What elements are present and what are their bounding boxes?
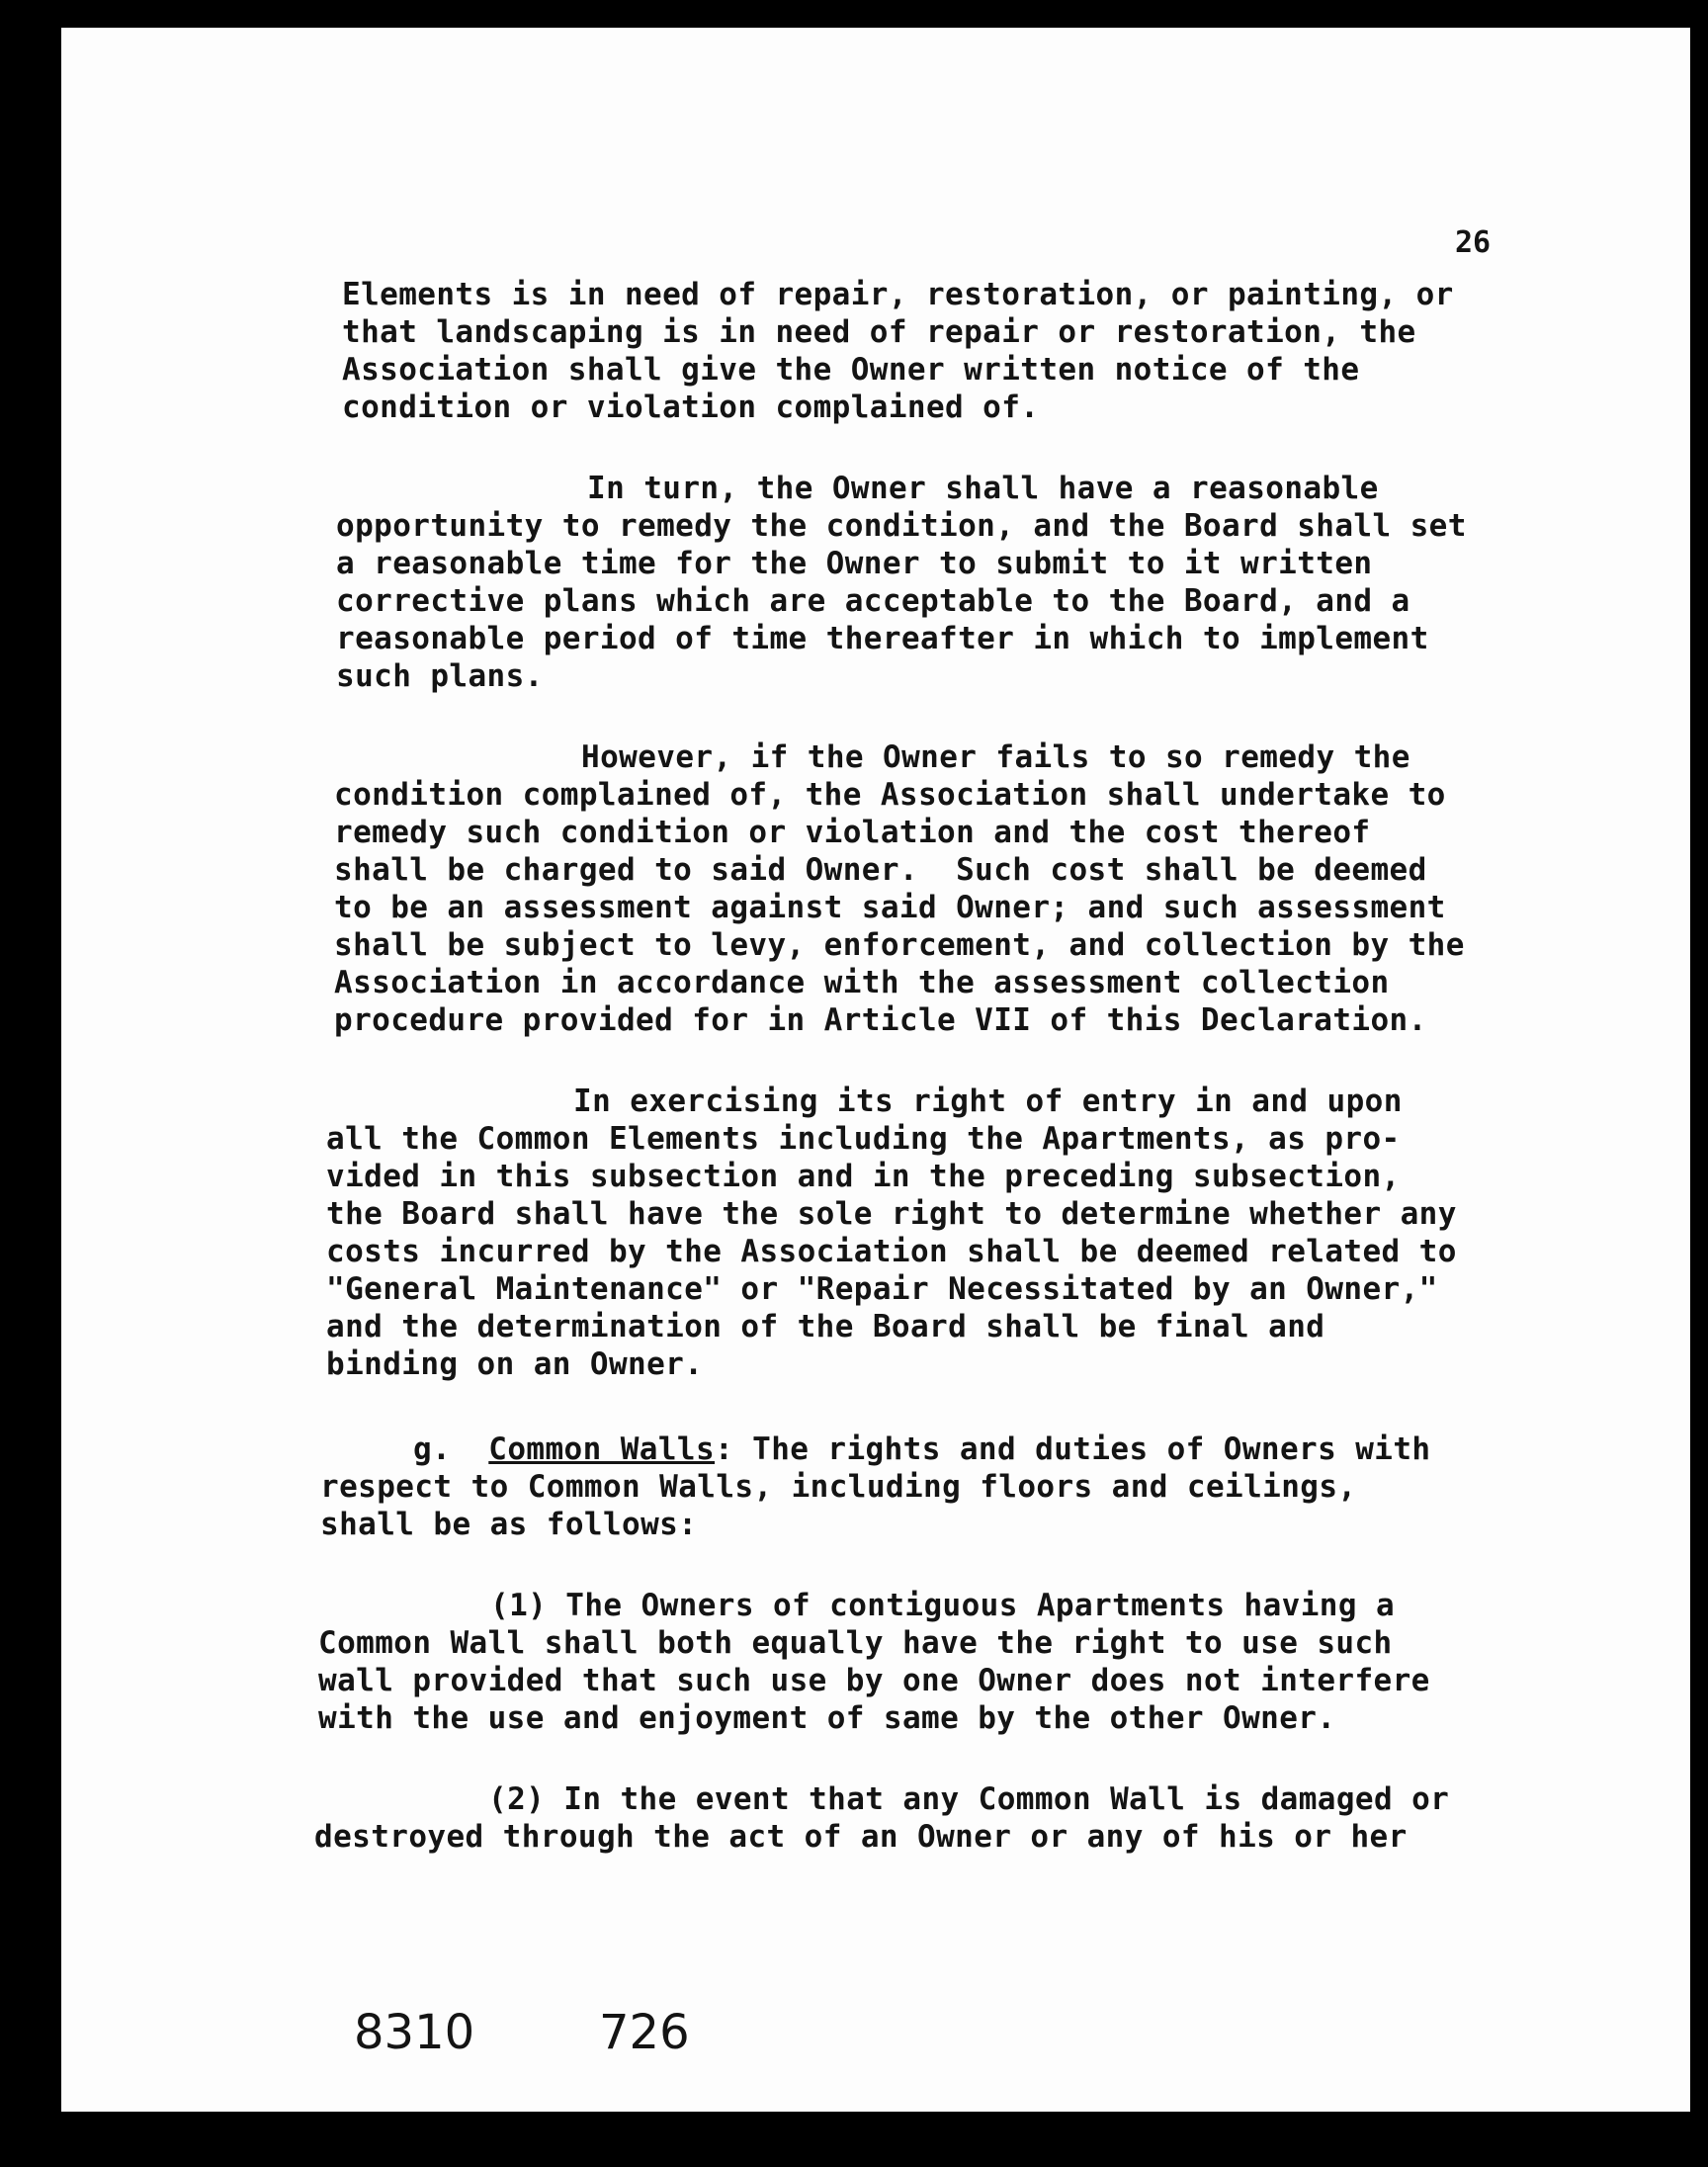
body-line: condition or violation complained of. (342, 390, 1040, 425)
body-line: shall be subject to levy, enforcement, and collection by the (334, 927, 1465, 963)
body-line: to be an assessment against said Owner; and such assessment (334, 890, 1446, 925)
body-line: opportunity to remedy the condition, and the Board shall set (336, 508, 1467, 544)
body-line: and the determination of the Board shall be final and (326, 1309, 1325, 1344)
body-line: respect to Common Walls, including floors and ceilings, (320, 1469, 1357, 1505)
body-line: reasonable period of time thereafter in which to implement (336, 621, 1429, 656)
body-line: Association shall give the Owner written notice of the (342, 352, 1360, 388)
body-line: corrective plans which are acceptable to the Board, and a (336, 583, 1410, 619)
body-line: : The rights and duties of Owners with (715, 1431, 1431, 1467)
page-number: 26 (1455, 225, 1492, 260)
body-line: shall be as follows: (320, 1507, 698, 1542)
body-line: condition complained of, the Association shall undertake to (334, 777, 1446, 813)
body-line: (2) In the event that any Common Wall is damaged or (488, 1781, 1450, 1817)
body-line: Elements is in need of repair, restoration, or painting, or (342, 277, 1454, 312)
footer-book-number: 8310 (354, 2005, 475, 2060)
body-line: destroyed through the act of an Owner or any of his or her (314, 1819, 1408, 1855)
body-line: In turn, the Owner shall have a reasonable (587, 471, 1379, 506)
body-line: Common Wall shall both equally have the right to use such (318, 1625, 1393, 1661)
body-line: costs incurred by the Association shall be deemed related to (326, 1234, 1457, 1269)
body-line: wall provided that such use by one Owner does not interfere (318, 1663, 1430, 1698)
body-line: Association in accordance with the assessment collection (334, 965, 1390, 1000)
body-line: all the Common Elements including the Apartments, as pro- (326, 1121, 1401, 1157)
body-line: binding on an Owner. (326, 1346, 704, 1382)
body-line: procedure provided for in Article VII of this Declaration. (334, 1002, 1427, 1038)
body-line: vided in this subsection and in the preceding subsection, (326, 1159, 1401, 1194)
body-line: that landscaping is in need of repair or restoration, the (342, 314, 1416, 350)
body-line: such plans. (336, 658, 544, 694)
body-line: the Board shall have the sole right to determine whether any (326, 1196, 1457, 1232)
body-line: remedy such condition or violation and the cost thereof (334, 815, 1371, 850)
section-g-line (413, 1431, 1430, 1467)
body-line: However, if the Owner fails to so remedy the (581, 739, 1410, 775)
footer-page-number: 726 (599, 2005, 690, 2060)
body-line: with the use and enjoyment of same by the other Owner. (318, 1700, 1336, 1736)
body-line: "General Maintenance" or "Repair Necessitated by an Owner," (326, 1271, 1438, 1307)
body-line: shall be charged to said Owner. Such cost shall be deemed (334, 852, 1427, 888)
body-line: a reasonable time for the Owner to submit to it written (336, 546, 1373, 581)
body-line: (1) The Owners of contiguous Apartments having a (490, 1588, 1396, 1623)
item-letter: g. (413, 1431, 452, 1467)
section-heading: Common Walls (488, 1431, 716, 1467)
document-page (61, 28, 1690, 2112)
body-line: In exercising its right of entry in and upon (573, 1084, 1403, 1119)
